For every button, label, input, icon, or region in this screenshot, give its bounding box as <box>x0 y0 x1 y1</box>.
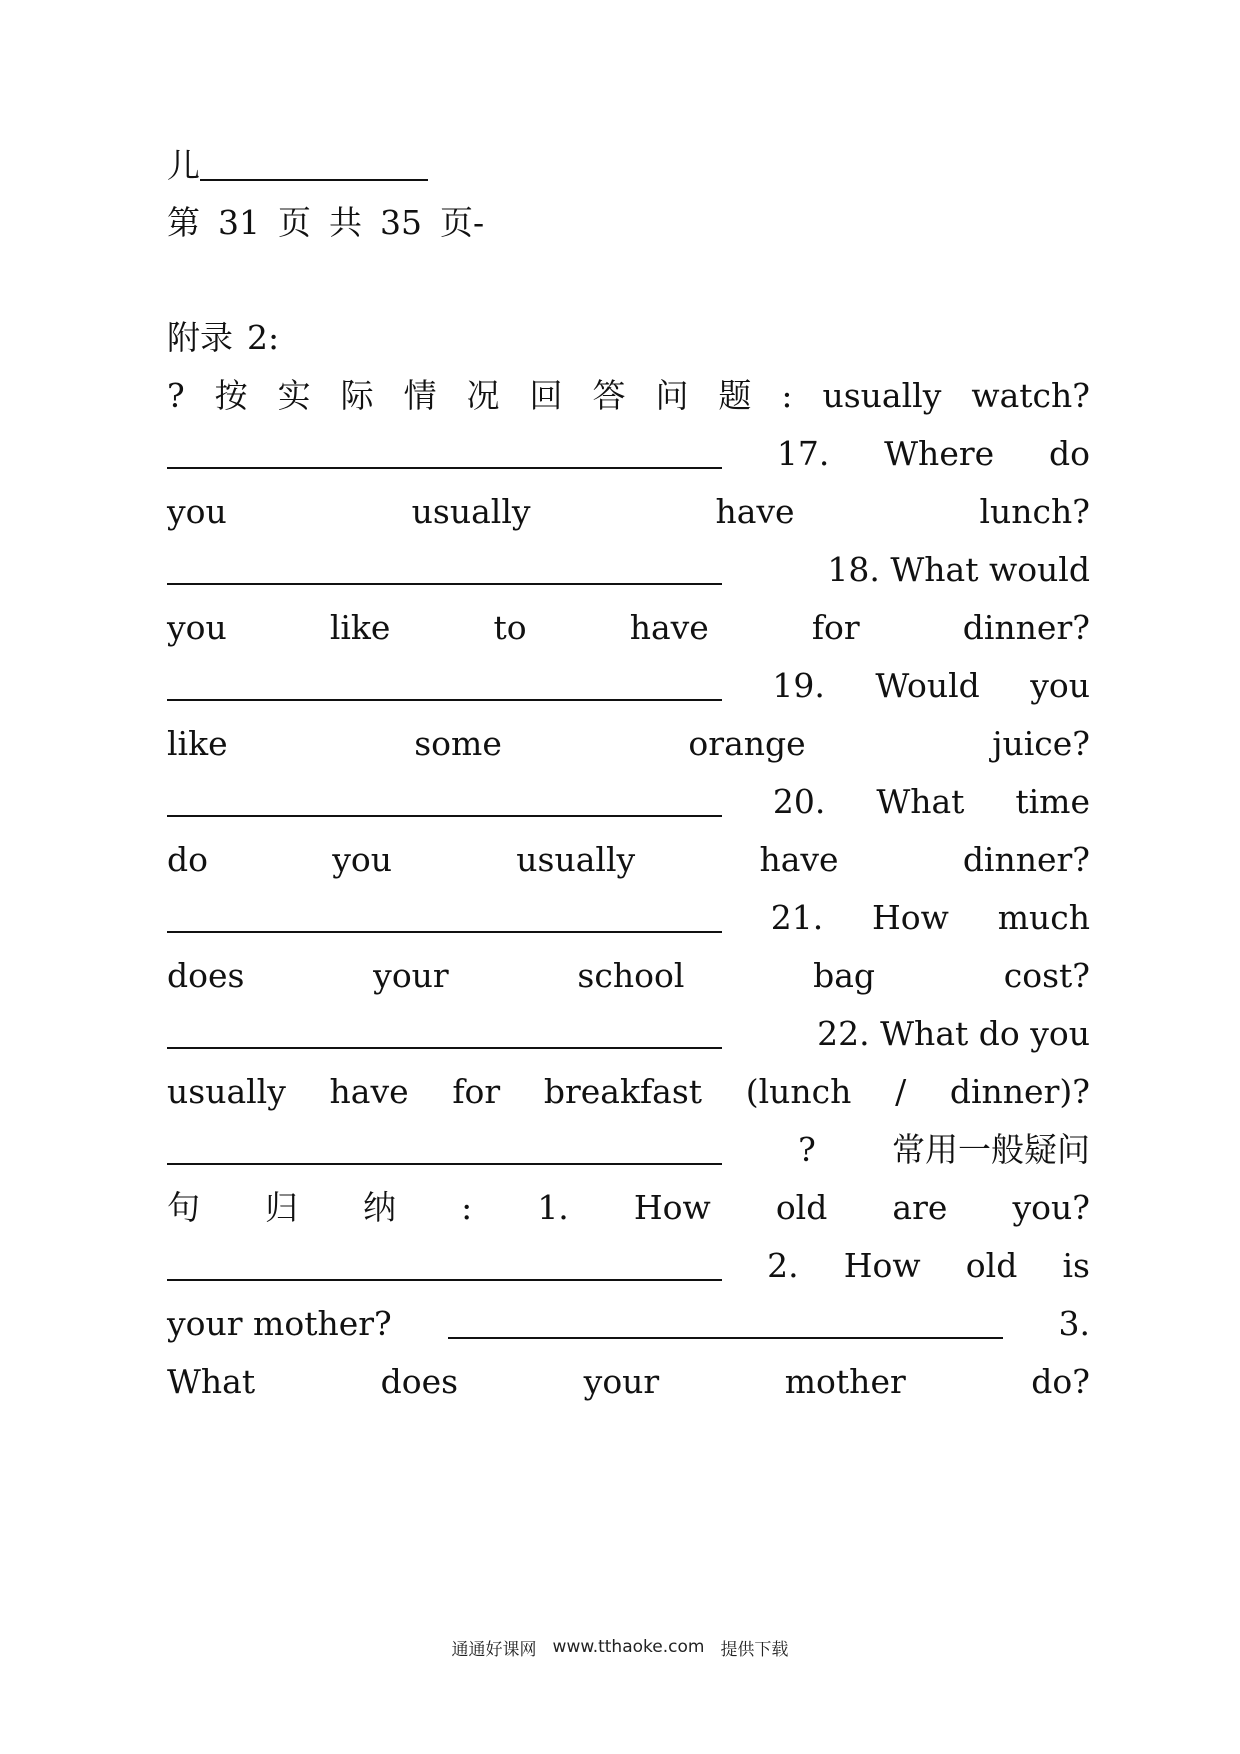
worksheet-line <box>167 1059 1090 1123</box>
line-token: like <box>329 607 391 647</box>
worksheet-line <box>167 653 1090 717</box>
line-token: you <box>332 839 393 879</box>
line-token: dinner)? <box>949 1071 1090 1111</box>
line-token: 1. <box>537 1187 569 1227</box>
line-token: How <box>872 897 949 937</box>
line-token: have <box>759 839 839 879</box>
line-token: your <box>583 1361 660 1401</box>
answer-blank[interactable] <box>167 1017 722 1049</box>
line-token: 实 <box>277 375 311 415</box>
line-token: mother <box>784 1361 906 1401</box>
line-token: 归 <box>265 1187 299 1227</box>
line-token: 题 <box>718 375 752 415</box>
footer-url: www.tthaoke.com <box>552 1637 705 1657</box>
line-token: have <box>629 607 709 647</box>
answer-blank[interactable] <box>167 901 722 933</box>
line-token: 句 <box>167 1187 200 1227</box>
worksheet-line <box>167 711 1090 775</box>
line-token: 纳 <box>363 1187 397 1227</box>
line-token: 21. <box>770 897 824 937</box>
line-token: 35 <box>380 202 422 242</box>
line-token: time <box>1015 781 1090 821</box>
line-token: 22. What do you <box>817 1013 1090 1053</box>
line-token: 20. <box>772 781 826 821</box>
worksheet-line <box>167 421 1090 485</box>
worksheet-line <box>167 1291 1090 1355</box>
answer-blank[interactable] <box>167 553 722 585</box>
worksheet-line <box>167 1349 1090 1413</box>
line-token: 2. <box>767 1245 799 1285</box>
line-token: Would <box>875 665 980 705</box>
line-token: usually <box>167 1071 286 1111</box>
line-token: dinner? <box>962 839 1090 879</box>
line-token: Where <box>884 433 995 473</box>
line-token: you <box>1030 665 1090 705</box>
line-token: How <box>843 1245 921 1285</box>
line-token: ? <box>167 375 185 415</box>
line-token: 附录 <box>167 317 233 357</box>
line-token: to <box>493 607 527 647</box>
line-token: / <box>895 1071 907 1111</box>
answer-blank[interactable] <box>448 1307 1003 1339</box>
worksheet-line <box>167 1117 1090 1181</box>
line-token: like <box>167 723 228 763</box>
line-token: 页- <box>440 202 485 242</box>
line-token: for <box>811 607 860 647</box>
worksheet-line <box>167 1175 1090 1239</box>
line-token: does <box>380 1361 459 1401</box>
line-token: 情 <box>403 375 437 415</box>
line-token: usually <box>411 491 531 531</box>
line-token: How <box>633 1187 711 1227</box>
worksheet-line <box>167 1001 1090 1065</box>
line-token: (lunch <box>745 1071 852 1111</box>
line-token: have <box>329 1071 409 1111</box>
line-token: do? <box>1031 1361 1090 1401</box>
line-token: 问 <box>655 375 689 415</box>
line-token: orange <box>688 723 806 763</box>
line-token: 儿 <box>167 145 200 185</box>
line-token: 2: <box>247 317 280 357</box>
line-token: your <box>373 955 449 995</box>
line-token: does <box>167 955 245 995</box>
worksheet-line <box>167 133 1090 197</box>
line-token: 按 <box>214 375 248 415</box>
worksheet-line <box>167 769 1090 833</box>
line-token: your mother? <box>167 1303 392 1343</box>
line-token: dinner? <box>962 607 1090 647</box>
line-token: bag <box>813 955 876 995</box>
line-token: ? <box>798 1129 816 1169</box>
worksheet-line <box>167 305 1090 369</box>
line-token: do <box>1048 433 1090 473</box>
worksheet-line <box>167 595 1090 659</box>
line-token: have <box>715 491 795 531</box>
line-token: old <box>965 1245 1018 1285</box>
worksheet-line <box>167 190 1090 254</box>
answer-blank[interactable] <box>167 785 722 817</box>
answer-blank[interactable] <box>200 149 428 181</box>
line-token: 3. <box>1058 1303 1090 1343</box>
line-token: school <box>577 955 685 995</box>
worksheet-line <box>167 363 1090 427</box>
answer-blank[interactable] <box>167 1249 722 1281</box>
line-token: 31 <box>218 202 260 242</box>
line-token: 19. <box>772 665 825 705</box>
line-token: some <box>414 723 502 763</box>
line-token: What <box>167 1361 256 1401</box>
worksheet-line <box>167 885 1090 949</box>
worksheet-line <box>167 827 1090 891</box>
line-token: watch? <box>971 375 1090 415</box>
line-token: : <box>781 375 793 415</box>
page-footer <box>0 1632 1240 1662</box>
line-token: 际 <box>340 375 374 415</box>
line-token: you? <box>1012 1187 1090 1227</box>
answer-blank[interactable] <box>167 1133 722 1165</box>
footer-site-name: 通通好课网 <box>451 1639 537 1660</box>
line-token: 第 <box>167 202 200 242</box>
line-token: is <box>1062 1245 1090 1285</box>
worksheet-line <box>167 537 1090 601</box>
worksheet-line <box>167 943 1090 1007</box>
line-token: for <box>452 1071 501 1111</box>
line-token: do <box>167 839 208 879</box>
line-token: : <box>461 1187 473 1227</box>
worksheet-line <box>167 479 1090 543</box>
footer-suffix: 提供下载 <box>720 1639 789 1660</box>
line-token: you <box>167 491 227 531</box>
line-token: much <box>997 897 1090 937</box>
line-token: What <box>876 781 965 821</box>
line-token: usually <box>822 375 942 415</box>
line-token: 页 <box>278 202 311 242</box>
line-token: 17. <box>776 433 830 473</box>
line-token: you <box>167 607 227 647</box>
worksheet-line <box>167 1233 1090 1297</box>
line-token: juice? <box>992 723 1090 763</box>
line-token: usually <box>516 839 636 879</box>
line-token: 共 <box>329 202 362 242</box>
line-token: lunch? <box>979 491 1090 531</box>
line-token: breakfast <box>543 1071 703 1111</box>
line-token: 18. What would <box>827 549 1090 589</box>
answer-blank[interactable] <box>167 437 722 469</box>
line-token: 答 <box>592 375 626 415</box>
line-token: old <box>775 1187 828 1227</box>
line-token: cost? <box>1003 955 1090 995</box>
line-token: are <box>892 1187 948 1227</box>
line-token: 况 <box>466 375 500 415</box>
line-token: 常用一般疑问 <box>891 1129 1090 1169</box>
line-token: 回 <box>529 375 563 415</box>
answer-blank[interactable] <box>167 669 722 701</box>
